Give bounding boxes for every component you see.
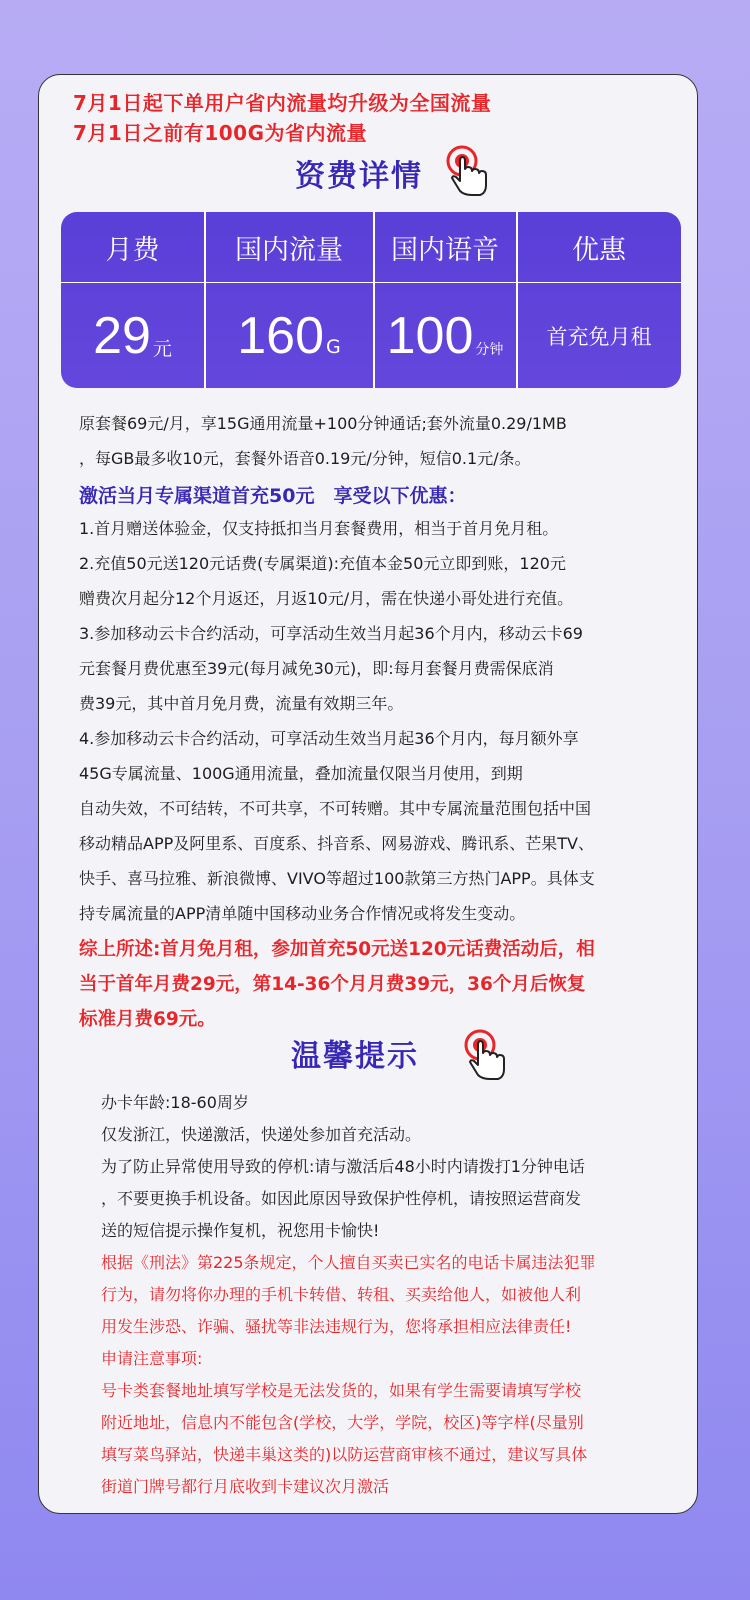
tip-line: 为了防止异常使用导致的停机:请与激活后48小时内请拨打1分钟电话 (101, 1157, 585, 1176)
application-notes-heading: 申请注意事项: (101, 1349, 203, 1368)
offer-heading: 激活当月专属渠道首充50元 享受以下优惠： (79, 485, 467, 507)
fee-amount: 29 (93, 307, 151, 365)
data-amount: 160 (237, 307, 325, 365)
value-monthly-fee (61, 284, 204, 388)
offer-line: 元套餐月费优惠至39元(每月减免30元)，即:每月套餐月费需保底消 (79, 659, 554, 678)
tap-hand-icon (462, 1029, 510, 1081)
offer-line: 赠费次月起分12个月返还，月返10元/月，需在快递小哥处进行充值。 (79, 589, 574, 608)
plan-table (61, 212, 681, 388)
offer-line: 3.参加移动云卡合约活动，可享活动生效当月起36个月内，移动云卡69 (79, 624, 583, 643)
plan-detail-card (38, 74, 698, 1514)
value-domestic-voice (374, 284, 516, 388)
offer-line: 移动精品APP及阿里系、百度系、抖音系、网易游戏、腾讯系、芒果TV、 (79, 834, 594, 853)
application-note-line: 街道门牌号都行月底收到卡建议次月激活 (101, 1477, 390, 1496)
offer-line: 持专属流量的APP清单随中国移动业务合作情况或将发生变动。 (79, 904, 526, 923)
offer-line: 1.首月赠送体验金，仅支持抵扣当月套餐费用，相当于首月免月租。 (79, 519, 559, 538)
application-note-line: 号卡类套餐地址填写学校是无法发货的，如果有学生需要请填写学校 (101, 1381, 582, 1400)
header-monthly-fee: 月费 (105, 235, 160, 266)
offer-line: 45G专属流量、100G通用流量，叠加流量仅限当月使用，到期 (79, 764, 523, 783)
summary-line: 当于首年月费29元，第14-36个月月费39元，36个月后恢复 (79, 974, 586, 995)
fee-unit: 元 (152, 337, 172, 360)
data-unit: G (326, 336, 341, 358)
summary-line: 综上所述:首月免月租，参加首充50元送120元话费活动后，相 (79, 939, 595, 960)
notice-line-1: 7月1日起下单用户省内流量均升级为全国流量 (73, 91, 492, 115)
notice-line-2: 7月1日之前有100G为省内流量 (73, 121, 367, 145)
offer-line: 4.参加移动云卡合约活动，可享活动生效当月起36个月内，每月额外享 (79, 729, 579, 748)
tip-line: 仅发浙江，快递激活，快递处参加首充活动。 (101, 1125, 422, 1144)
tap-hand-icon (444, 145, 492, 197)
section-title-warm-tips: 温馨提示 (291, 1039, 419, 1074)
description-line: 原套餐69元/月，享15G通用流量+100分钟通话;套外流量0.29/1MB (79, 414, 567, 433)
tip-line: ，不要更换手机设备。如因此原因导致保护性停机，请按照运营商发 (101, 1189, 582, 1208)
offer-line: 2.充值50元送120元话费(专属渠道):充值本金50元立即到账，120元 (79, 554, 566, 573)
header-domestic-voice: 国内语音 (391, 235, 499, 266)
tip-line: 送的短信提示操作复机，祝您用卡愉快! (101, 1221, 380, 1240)
header-domestic-data: 国内流量 (235, 235, 343, 266)
offer-line: 快手、喜马拉雅、新浪微博、VIVO等超过100款第三方热门APP。具体支 (79, 869, 595, 888)
legal-warning-line: 用发生涉恐、诈骗、骚扰等非法违规行为，您将承担相应法律责任! (101, 1317, 572, 1336)
value-domestic-data (205, 284, 373, 388)
summary-line: 标准月费69元。 (79, 1009, 216, 1030)
value-perk: 首充免月租 (546, 325, 652, 349)
offer-line: 费39元，其中首月免月费，流量有效期三年。 (79, 694, 404, 713)
section-title-fee-details: 资费详情 (295, 159, 423, 194)
application-note-line: 附近地址，信息内不能包含(学校，大学，学院，校区)等字样(尽量别 (101, 1413, 584, 1432)
legal-warning-line: 根据《刑法》第225条规定，个人擅自买卖已实名的电话卡属违法犯罪 (101, 1253, 596, 1272)
description-line: ，每GB最多收10元，套餐外语音0.19元/分钟，短信0.1元/条。 (79, 449, 531, 468)
tip-line: 办卡年龄:18-60周岁 (101, 1093, 249, 1112)
legal-warning-line: 行为，请勿将你办理的手机卡转借、转租、买卖给他人，如被他人利 (101, 1285, 582, 1304)
header-perk: 优惠 (572, 235, 626, 266)
voice-unit: 分钟 (475, 342, 504, 358)
voice-amount: 100 (386, 307, 474, 365)
application-note-line: 填写菜鸟驿站，快递丰巢这类的)以防运营商审核不通过，建议写具体 (101, 1445, 588, 1464)
offer-line: 自动失效，不可结转，不可共享，不可转赠。其中专属流量范围包括中国 (79, 799, 592, 818)
